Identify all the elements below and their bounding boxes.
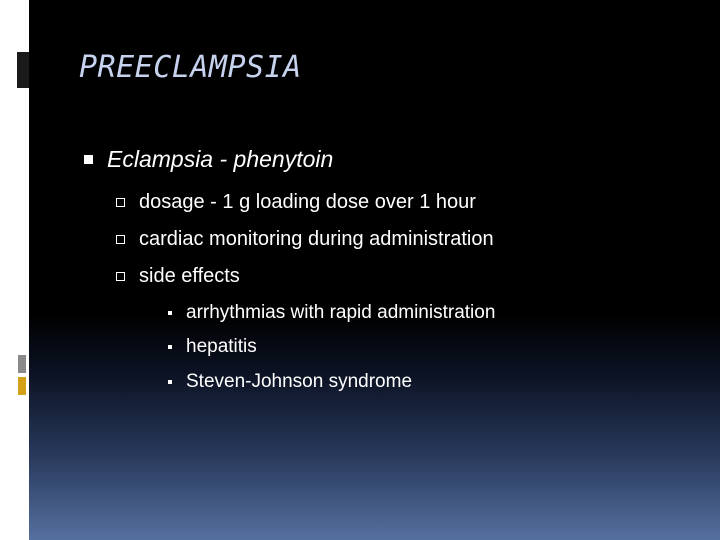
bullet-level2: [116, 191, 476, 214]
bullet-text: arrhythmias with rapid administration: [186, 302, 496, 323]
hollow-square-bullet-icon: [116, 235, 125, 244]
bullet-level3: [168, 371, 412, 393]
small-square-bullet-icon: [168, 380, 172, 384]
bullet-level1: [84, 146, 333, 173]
bullet-level2: [116, 228, 494, 251]
bullet-level3: [168, 336, 257, 358]
bullet-text: side effects: [139, 265, 240, 287]
slide: [29, 0, 720, 540]
bullet-text: dosage - 1 g loading dose over 1 hour: [139, 191, 476, 213]
hollow-square-bullet-icon: [116, 272, 125, 281]
hollow-square-bullet-icon: [116, 198, 125, 207]
bullet-text: Steven-Johnson syndrome: [186, 371, 413, 392]
square-bullet-icon: [84, 155, 93, 164]
edge-accent-gray: [18, 355, 26, 373]
bullet-level3: [168, 302, 495, 324]
bullet-text: hepatitis: [186, 336, 257, 357]
small-square-bullet-icon: [168, 311, 172, 315]
edge-accent-gold: [18, 377, 26, 395]
bullet-text: Eclampsia - phenytoin: [107, 146, 334, 172]
small-square-bullet-icon: [168, 345, 172, 349]
bullet-level2: [116, 265, 240, 288]
bullet-text: cardiac monitoring during administration: [139, 228, 494, 250]
edge-accent-dark: [17, 52, 29, 88]
slide-title: PREECLAMPSIA: [79, 50, 302, 85]
